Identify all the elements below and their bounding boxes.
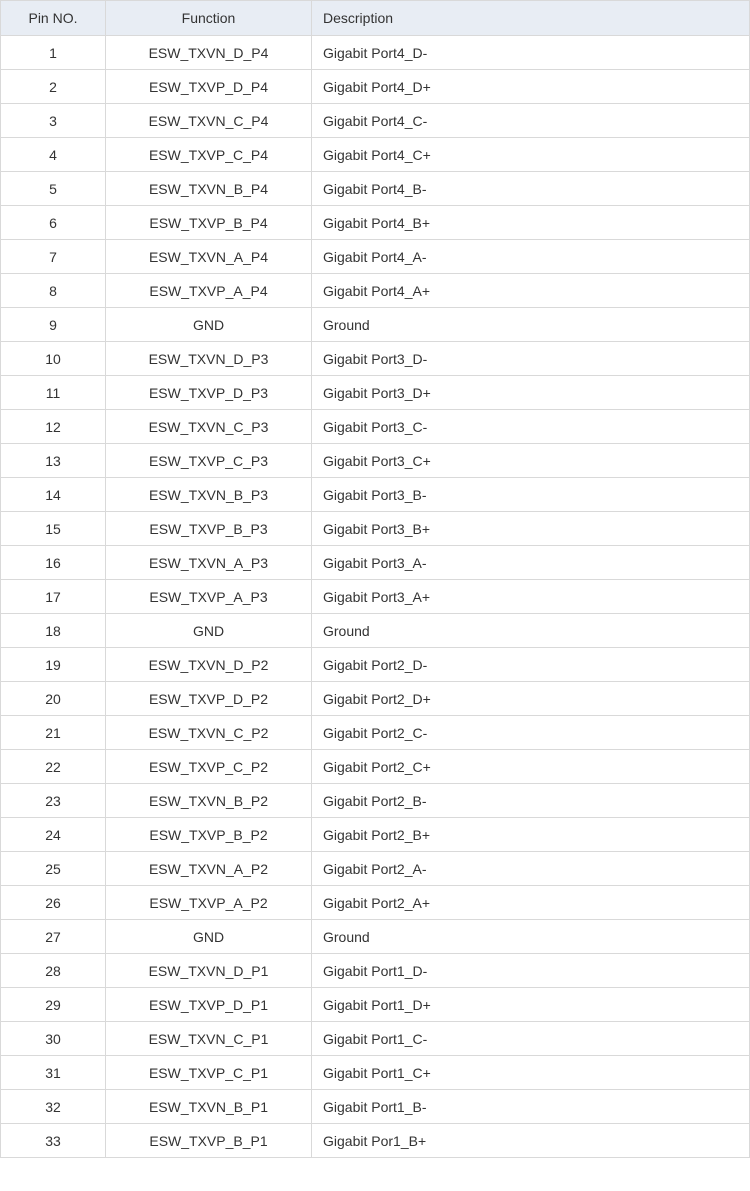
table-row bbox=[1, 784, 750, 818]
description-cell: Gigabit Port3_D+ bbox=[312, 376, 750, 410]
function-cell: ESW_TXVN_B_P2 bbox=[106, 784, 312, 818]
table-row bbox=[1, 36, 750, 70]
table-row bbox=[1, 274, 750, 308]
description-cell: Gigabit Port4_B- bbox=[312, 172, 750, 206]
function-cell: ESW_TXVP_D_P3 bbox=[106, 376, 312, 410]
description-cell: Ground bbox=[312, 614, 750, 648]
table-header bbox=[1, 1, 750, 36]
table-row bbox=[1, 750, 750, 784]
pin-number-cell: 6 bbox=[1, 206, 106, 240]
description-cell: Gigabit Port4_C- bbox=[312, 104, 750, 138]
pin-number-cell: 27 bbox=[1, 920, 106, 954]
table-row bbox=[1, 308, 750, 342]
table-row bbox=[1, 1056, 750, 1090]
function-cell: ESW_TXVP_D_P2 bbox=[106, 682, 312, 716]
function-cell: ESW_TXVP_C_P3 bbox=[106, 444, 312, 478]
pin-number-cell: 30 bbox=[1, 1022, 106, 1056]
pin-number-cell: 21 bbox=[1, 716, 106, 750]
description-cell: Gigabit Port1_C+ bbox=[312, 1056, 750, 1090]
description-cell: Gigabit Port1_D- bbox=[312, 954, 750, 988]
table-row bbox=[1, 1124, 750, 1158]
function-cell: ESW_TXVN_A_P3 bbox=[106, 546, 312, 580]
table-row bbox=[1, 512, 750, 546]
pin-number-cell: 23 bbox=[1, 784, 106, 818]
function-cell: ESW_TXVP_C_P2 bbox=[106, 750, 312, 784]
function-cell: ESW_TXVN_D_P2 bbox=[106, 648, 312, 682]
table-row bbox=[1, 138, 750, 172]
function-cell: ESW_TXVP_D_P1 bbox=[106, 988, 312, 1022]
description-cell: Gigabit Port2_B- bbox=[312, 784, 750, 818]
description-cell: Gigabit Port2_D+ bbox=[312, 682, 750, 716]
function-cell: ESW_TXVN_B_P3 bbox=[106, 478, 312, 512]
table-row bbox=[1, 342, 750, 376]
description-cell: Ground bbox=[312, 920, 750, 954]
description-cell: Gigabit Port2_B+ bbox=[312, 818, 750, 852]
table-row bbox=[1, 886, 750, 920]
table-row bbox=[1, 206, 750, 240]
table-row bbox=[1, 954, 750, 988]
description-cell: Gigabit Port4_B+ bbox=[312, 206, 750, 240]
function-cell: ESW_TXVN_C_P2 bbox=[106, 716, 312, 750]
pin-number-cell: 20 bbox=[1, 682, 106, 716]
function-cell: GND bbox=[106, 308, 312, 342]
description-cell: Gigabit Port2_C+ bbox=[312, 750, 750, 784]
pin-number-cell: 32 bbox=[1, 1090, 106, 1124]
function-cell: ESW_TXVN_A_P2 bbox=[106, 852, 312, 886]
table-row bbox=[1, 716, 750, 750]
table-row bbox=[1, 70, 750, 104]
pin-number-cell: 14 bbox=[1, 478, 106, 512]
table-row bbox=[1, 104, 750, 138]
pin-number-cell: 19 bbox=[1, 648, 106, 682]
function-cell: ESW_TXVN_A_P4 bbox=[106, 240, 312, 274]
function-cell: ESW_TXVN_D_P1 bbox=[106, 954, 312, 988]
pin-number-cell: 5 bbox=[1, 172, 106, 206]
pin-number-cell: 7 bbox=[1, 240, 106, 274]
table-row bbox=[1, 240, 750, 274]
description-cell: Gigabit Port4_D+ bbox=[312, 70, 750, 104]
description-cell: Gigabit Port1_B- bbox=[312, 1090, 750, 1124]
table-row bbox=[1, 988, 750, 1022]
pin-number-cell: 4 bbox=[1, 138, 106, 172]
pin-number-cell: 8 bbox=[1, 274, 106, 308]
pin-number-cell: 1 bbox=[1, 36, 106, 70]
table-row bbox=[1, 444, 750, 478]
pin-number-cell: 9 bbox=[1, 308, 106, 342]
pin-number-cell: 15 bbox=[1, 512, 106, 546]
header-description: Description bbox=[312, 1, 750, 36]
table-row bbox=[1, 1090, 750, 1124]
function-cell: ESW_TXVP_D_P4 bbox=[106, 70, 312, 104]
table-row bbox=[1, 648, 750, 682]
pin-number-cell: 24 bbox=[1, 818, 106, 852]
table-row bbox=[1, 580, 750, 614]
description-cell: Gigabit Port3_B+ bbox=[312, 512, 750, 546]
function-cell: ESW_TXVP_C_P1 bbox=[106, 1056, 312, 1090]
description-cell: Gigabit Por1_B+ bbox=[312, 1124, 750, 1158]
function-cell: ESW_TXVN_C_P1 bbox=[106, 1022, 312, 1056]
table-row bbox=[1, 852, 750, 886]
pin-number-cell: 3 bbox=[1, 104, 106, 138]
function-cell: ESW_TXVP_A_P2 bbox=[106, 886, 312, 920]
function-cell: ESW_TXVP_B_P4 bbox=[106, 206, 312, 240]
pin-number-cell: 11 bbox=[1, 376, 106, 410]
pin-number-cell: 28 bbox=[1, 954, 106, 988]
description-cell: Gigabit Port3_A+ bbox=[312, 580, 750, 614]
function-cell: ESW_TXVP_A_P3 bbox=[106, 580, 312, 614]
function-cell: ESW_TXVN_B_P4 bbox=[106, 172, 312, 206]
function-cell: ESW_TXVP_B_P2 bbox=[106, 818, 312, 852]
pin-number-cell: 33 bbox=[1, 1124, 106, 1158]
description-cell: Gigabit Port1_C- bbox=[312, 1022, 750, 1056]
function-cell: ESW_TXVP_B_P3 bbox=[106, 512, 312, 546]
table-row bbox=[1, 682, 750, 716]
description-cell: Gigabit Port4_A- bbox=[312, 240, 750, 274]
pin-number-cell: 22 bbox=[1, 750, 106, 784]
description-cell: Gigabit Port4_C+ bbox=[312, 138, 750, 172]
pin-number-cell: 18 bbox=[1, 614, 106, 648]
function-cell: GND bbox=[106, 614, 312, 648]
pin-number-cell: 31 bbox=[1, 1056, 106, 1090]
description-cell: Gigabit Port4_D- bbox=[312, 36, 750, 70]
function-cell: ESW_TXVP_A_P4 bbox=[106, 274, 312, 308]
header-pin-number: Pin NO. bbox=[1, 1, 106, 36]
table-row bbox=[1, 546, 750, 580]
table-row bbox=[1, 410, 750, 444]
description-cell: Gigabit Port4_A+ bbox=[312, 274, 750, 308]
pin-number-cell: 16 bbox=[1, 546, 106, 580]
header-function: Function bbox=[106, 1, 312, 36]
description-cell: Gigabit Port1_D+ bbox=[312, 988, 750, 1022]
pin-number-cell: 25 bbox=[1, 852, 106, 886]
pin-number-cell: 12 bbox=[1, 410, 106, 444]
function-cell: ESW_TXVN_D_P3 bbox=[106, 342, 312, 376]
description-cell: Gigabit Port2_D- bbox=[312, 648, 750, 682]
pin-number-cell: 13 bbox=[1, 444, 106, 478]
function-cell: ESW_TXVP_C_P4 bbox=[106, 138, 312, 172]
table-body bbox=[1, 36, 750, 1158]
pin-number-cell: 10 bbox=[1, 342, 106, 376]
description-cell: Gigabit Port2_A- bbox=[312, 852, 750, 886]
pin-number-cell: 26 bbox=[1, 886, 106, 920]
header-row bbox=[1, 1, 750, 36]
pin-number-cell: 17 bbox=[1, 580, 106, 614]
table-row bbox=[1, 818, 750, 852]
table-row bbox=[1, 614, 750, 648]
function-cell: ESW_TXVN_C_P3 bbox=[106, 410, 312, 444]
description-cell: Gigabit Port2_C- bbox=[312, 716, 750, 750]
table-row bbox=[1, 376, 750, 410]
function-cell: GND bbox=[106, 920, 312, 954]
description-cell: Gigabit Port3_C- bbox=[312, 410, 750, 444]
function-cell: ESW_TXVP_B_P1 bbox=[106, 1124, 312, 1158]
table-row bbox=[1, 1022, 750, 1056]
description-cell: Gigabit Port3_A- bbox=[312, 546, 750, 580]
function-cell: ESW_TXVN_B_P1 bbox=[106, 1090, 312, 1124]
table-row bbox=[1, 172, 750, 206]
table-row bbox=[1, 478, 750, 512]
description-cell: Gigabit Port3_B- bbox=[312, 478, 750, 512]
pin-number-cell: 29 bbox=[1, 988, 106, 1022]
function-cell: ESW_TXVN_C_P4 bbox=[106, 104, 312, 138]
description-cell: Gigabit Port3_D- bbox=[312, 342, 750, 376]
table-row bbox=[1, 920, 750, 954]
description-cell: Ground bbox=[312, 308, 750, 342]
description-cell: Gigabit Port2_A+ bbox=[312, 886, 750, 920]
pin-number-cell: 2 bbox=[1, 70, 106, 104]
function-cell: ESW_TXVN_D_P4 bbox=[106, 36, 312, 70]
description-cell: Gigabit Port3_C+ bbox=[312, 444, 750, 478]
